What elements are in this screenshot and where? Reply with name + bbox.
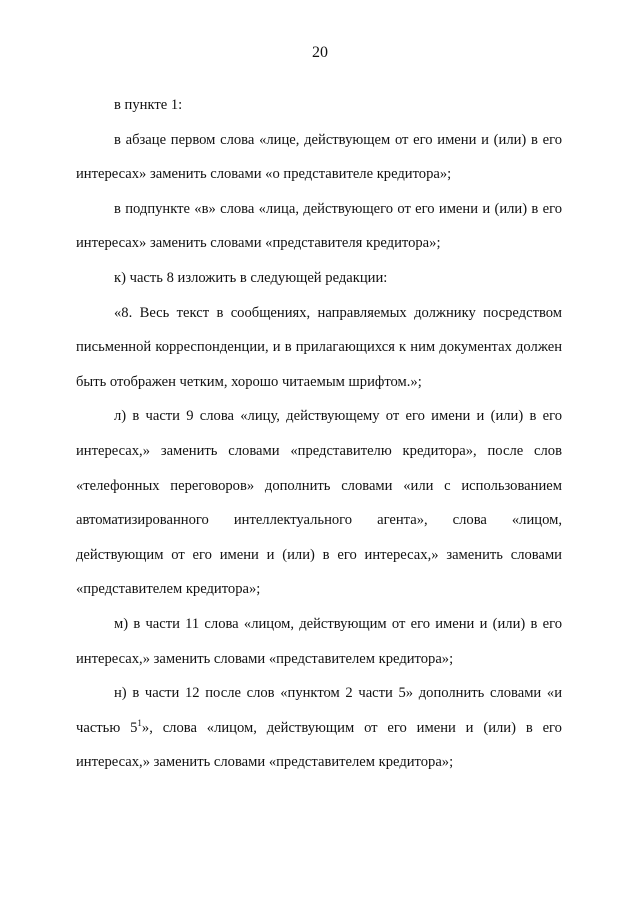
paragraph: в пункте 1: — [114, 97, 183, 113]
document-body — [76, 88, 562, 780]
paragraph — [76, 676, 562, 780]
superscript: 1 — [137, 717, 142, 728]
paragraph: «8. Весь текст в сообщениях, направляемых должнику посредством письменной корреспонденции, и в прилагающихся к ним документах должен быть отображен четким, хорошо читаемым шрифтом.»; — [76, 304, 562, 390]
paragraph-text-start: н) в части 12 после слов «пунктом 2 части 5» дополнить словами «и частью 5 — [76, 685, 562, 736]
paragraph: в абзаце первом слова «лице, действующем от его имени и (или) в его интересах» заменить словами «о представителе кредитора»; — [76, 131, 562, 183]
paragraph: к) часть 8 изложить в следующей редакции: — [114, 269, 388, 286]
paragraph-text-end: », слова «лицом, действующим от его имени и (или) в его интересах,» заменить словами «представителем кредитора»; — [76, 719, 562, 771]
paragraph: л) в части 9 слова «лицу, действующему от его имени и (или) в его интересах,» заменить словами «представителю кредитора», после слов «телефонных переговоров» дополнить словами «или с использованием автоматизированного интеллектуального агента», слова «лицом, действующим от его имени и (или) в его интересах,» заменить словами «представителем кредитора»; — [76, 408, 562, 598]
paragraph: м) в части 11 слова «лицом, действующим от его имени и (или) в его интересах,» заменить словами «представителем кредитора»; — [76, 615, 562, 667]
page-number: 20 — [312, 44, 328, 61]
paragraph: в подпункте «в» слова «лица, действующего от его имени и (или) в его интересах» заменить словами «представителя кредитора»; — [76, 200, 562, 252]
